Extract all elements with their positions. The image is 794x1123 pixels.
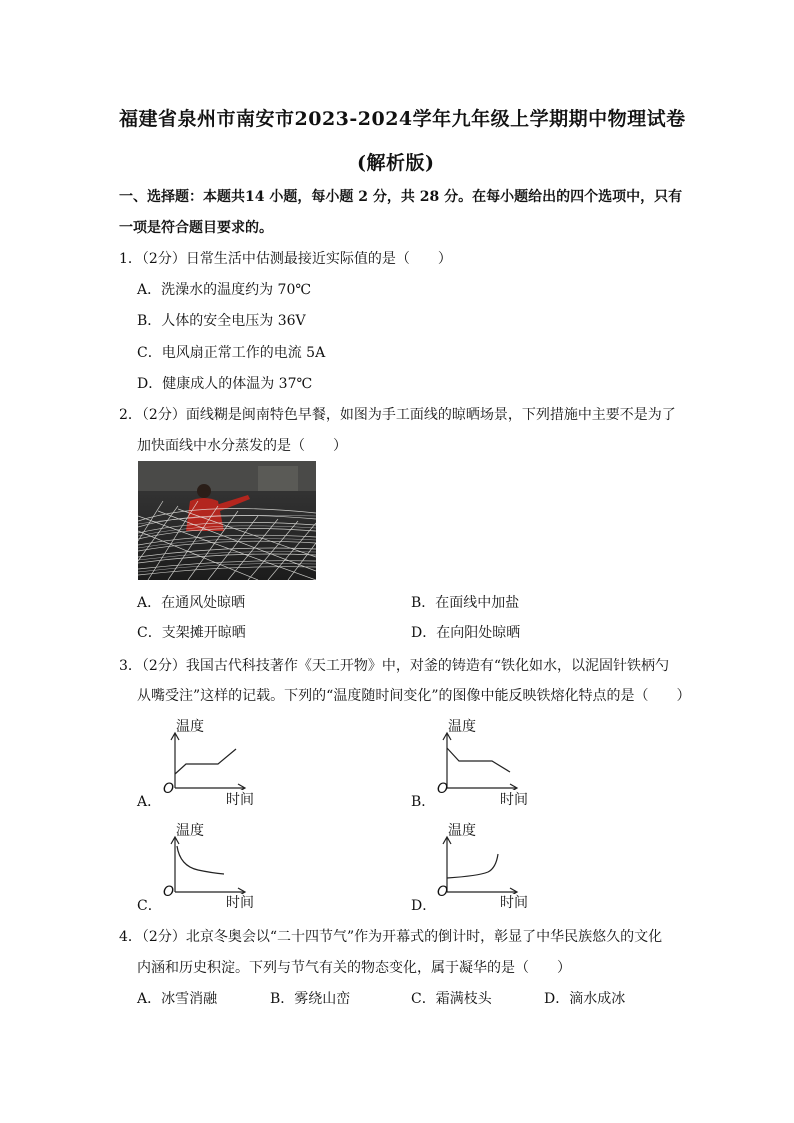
question-1-option-a: A．洗澡水的温度约为 70℃ [137, 282, 312, 298]
graph-c-xlabel: 时间 [226, 895, 254, 911]
question-3-stem: 3．（2分）我国古代科技著作《天工开物》中，对釜的铸造有“铁化如水，以泥固针铁柄勺 [119, 658, 669, 674]
graph-a-ylabel: 温度 [176, 719, 204, 735]
graph-c-ylabel: 温度 [176, 823, 204, 839]
question-4-option-b: B．雾绕山峦 [270, 991, 351, 1007]
question-1-option-d: D．健康成人的体温为 37℃ [137, 376, 313, 392]
question-3-option-b: B． [411, 794, 436, 810]
question-1-stem: 1．（2分）日常生活中估测最接近实际值的是（ ） [119, 251, 452, 267]
question-2-stem-cont: 加快面线中水分蒸发的是（ ） [137, 438, 347, 454]
question-1-option-c: C．电风扇正常工作的电流 5A [137, 345, 326, 361]
question-2-option-d: D．在向阳处晾晒 [411, 625, 521, 641]
question-4-stem-cont: 内涵和历史积淀。下列与节气有关的物态变化，属于凝华的是（ ） [137, 960, 571, 976]
section-heading: 一、选择题：本题共14 小题，每小题 2 分，共 28 分。在每小题给出的四个选项中，只有 [119, 189, 683, 205]
graph-a-origin: O [163, 781, 175, 797]
graph-b-ylabel: 温度 [448, 719, 476, 735]
page-subtitle: (解析版) [357, 152, 435, 174]
noodle-drying-photo [138, 461, 316, 580]
question-2-option-c: C．支架摊开晾晒 [137, 625, 246, 641]
graph-d-ylabel: 温度 [448, 823, 476, 839]
question-3-stem-cont: 从嘴受注”这样的记载。下列的“温度随时间变化”的图像中能反映铁熔化特点的是（ ） [137, 688, 691, 704]
question-1-option-b: B．人体的安全电压为 36V [137, 313, 306, 329]
graph-c-origin: O [163, 884, 175, 900]
question-3-option-d: D． [411, 898, 437, 914]
graph-b-xlabel: 时间 [500, 792, 528, 808]
graph-a-xlabel: 时间 [226, 792, 254, 808]
question-3-option-c: C． [137, 898, 162, 914]
graph-b-origin: O [437, 781, 449, 797]
question-4-option-c: C．霜满枝头 [411, 991, 492, 1007]
question-4-option-a: A．冰雪消融 [137, 991, 218, 1007]
question-2-stem: 2．（2分）面线糊是闽南特色早餐，如图为手工面线的晾晒场景，下列措施中主要不是为了 [119, 407, 676, 423]
question-2-option-b: B．在面线中加盐 [411, 595, 520, 611]
section-heading-cont: 一项是符合题目要求的。 [119, 220, 273, 236]
question-4-option-d: D．滴水成冰 [544, 991, 626, 1007]
question-2-option-a: A．在通风处晾晒 [137, 595, 246, 611]
graph-d-xlabel: 时间 [500, 895, 528, 911]
question-4-stem: 4．（2分）北京冬奥会以“二十四节气”作为开幕式的倒计时，彰显了中华民族悠久的文化 [119, 929, 663, 945]
page-title: 福建省泉州市南安市2023-2024学年九年级上学期期中物理试卷 [119, 108, 686, 130]
graph-d-origin: O [437, 884, 449, 900]
question-3-option-a: A． [137, 794, 162, 810]
